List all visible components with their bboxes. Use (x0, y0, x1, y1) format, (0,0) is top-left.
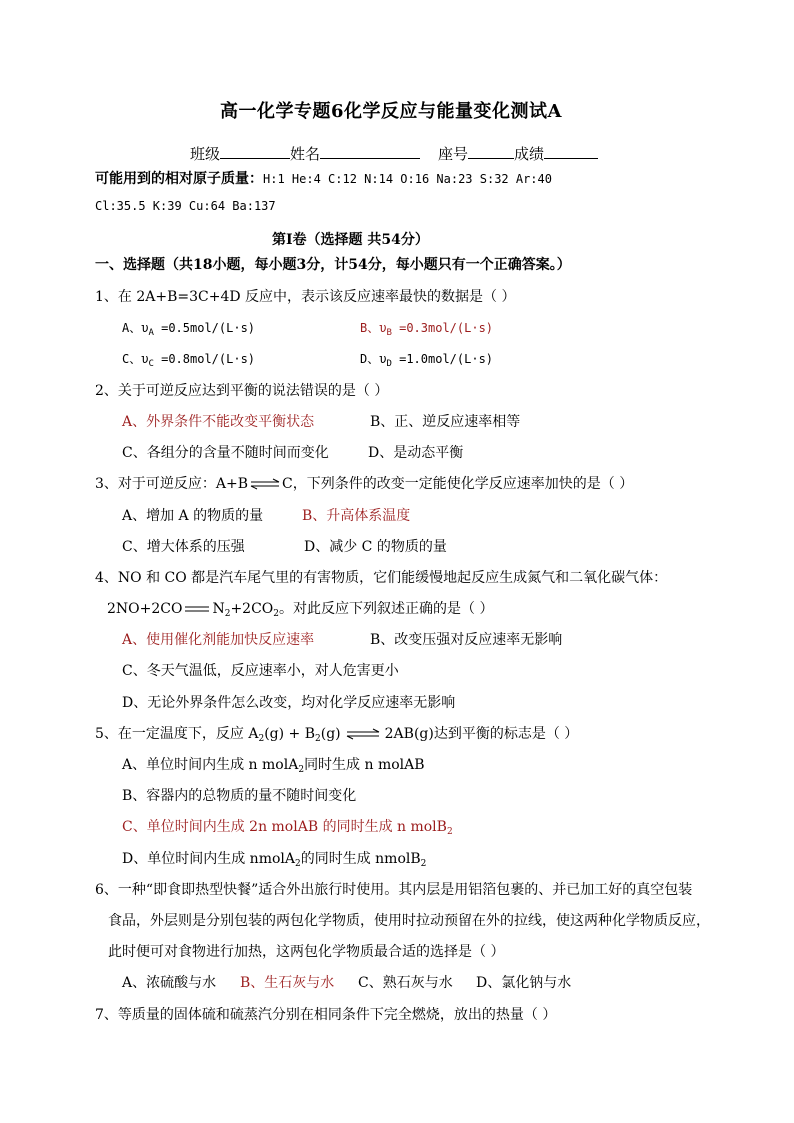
q4-option-b: B、改变压强对反应速率无影响 (370, 632, 563, 648)
volume-title: 第Ⅰ卷（选择题 共54分） (272, 232, 429, 248)
score-blank (544, 144, 598, 159)
q6-stem-line-3: 此时便可对食物进行加热，这两包化学物质最合适的选择是（ ） (108, 944, 505, 960)
q3-option-c: C、增大体系的压强 (122, 539, 245, 555)
q2-option-a: A、外界条件不能改变平衡状态 (122, 414, 315, 430)
name-label: 姓名 (290, 145, 321, 163)
q6-option-a: A、浓硫酸与水 (122, 975, 217, 991)
q1-option-c: C、$\upsilon_C =0.8mol/(L\cdot s)$ (122, 352, 256, 369)
atomic-mass-line-1 (95, 170, 552, 188)
name-blank (320, 144, 420, 159)
reversible-arrow-icon (250, 478, 280, 490)
q3-option-b: B、升高体系温度 (302, 508, 411, 524)
q3-option-a: A、增加 A 的物质的量 (122, 508, 264, 524)
q1-option-d: D、$\upsilon_D =1.0mol/(L\cdot s)$ (360, 352, 494, 369)
atomic-mass-label: 可能用到的相对原子质量： (95, 171, 263, 187)
atomic-mass-values-1: H:1 He:4 C:12 N:14 O:16 Na:23 S:32 Ar:40 (263, 172, 552, 186)
q4-option-c: C、冬天气温低，反应速率小，对人危害更小 (122, 663, 399, 679)
q6-option-b: B、生石灰与水 (240, 975, 335, 991)
atomic-mass-line-2: Cl:35.5 K:39 Cu:64 Ba:137 (95, 199, 276, 213)
q5-option-a: A、单位时间内生成 n molA$_2$同时生成 n molAB (122, 757, 425, 775)
q1-stem: 1、在 2A+B=3C+4D 反应中，表示该反应速率最快的数据是（ ） (95, 289, 516, 305)
q1-option-b: B、$\upsilon_B =0.3mol/(L\cdot s)$ (360, 321, 494, 338)
equals-sign-icon (184, 604, 210, 614)
student-info-line (190, 144, 598, 163)
q3-stem: 3、对于可逆反应：A+B C，下列条件的改变一定能使化学反应速率加快的是（ ） (95, 476, 634, 492)
q5-stem: 5、在一定温度下，反应 $A_2(g) + B_2(g)$ 2AB(g)达到平衡的标志是（ ） (95, 726, 579, 744)
q6-stem-line-2: 食品，外层则是分别包装的两包化学物质，使用时拉动预留在外的拉线，使这两种化学物质反应， (108, 913, 710, 929)
part-title: 一、选择题（共18小题，每小题3分，计54分，每小题只有一个正确答案。） (95, 257, 571, 273)
q4-option-a: A、使用催化剂能加快反应速率 (122, 632, 315, 648)
class-blank (220, 144, 290, 159)
q1-option-a: A、$\upsilon_A =0.5mol/(L\cdot s)$ (122, 321, 256, 338)
q3-option-d: D、减少 C 的物质的量 (304, 539, 447, 555)
seat-label: 座号 (438, 145, 469, 163)
q2-stem: 2、关于可逆反应达到平衡的说法错误的是（ ） (95, 383, 389, 399)
q5-option-b: B、容器内的总物质的量不随时间变化 (122, 788, 357, 804)
q2-option-c: C、各组分的含量不随时间而变化 (122, 445, 329, 461)
q4-stem: 4、NO 和 CO 都是汽车尾气里的有害物质，它们能缓慢地起反应生成氮气和二氧化碳气体： (95, 570, 668, 586)
seat-blank (468, 144, 514, 159)
q7-stem: 7、等质量的固体硫和硫蒸汽分别在相同条件下完全燃烧，放出的热量（ ） (95, 1007, 557, 1023)
class-label: 班级 (190, 145, 221, 163)
q6-stem-line-1: 6、一种“即食即热型快餐”适合外出旅行时使用。其内层是用铝箔包裹的、并已加工好的真空包装 (95, 882, 693, 898)
q4-equation: 2NO+2CO $N_2+2CO_2$。对此反应下列叙述正确的是（ ） (107, 601, 494, 619)
q2-option-d: D、是动态平衡 (368, 445, 464, 461)
q5-option-d: D、单位时间内生成 nmolA$_2$的同时生成 nmolB$_2$ (122, 851, 427, 869)
q2-option-b: B、正、逆反应速率相等 (370, 414, 521, 430)
q6-option-d: D、氯化钠与水 (476, 975, 572, 991)
q5-option-c: C、单位时间内生成 2n molAB 的同时生成 n molB$_2$ (122, 819, 453, 837)
reversible-arrow-icon (343, 728, 383, 740)
page-title: 高一化学专题6化学反应与能量变化测试A (220, 101, 562, 122)
score-label: 成绩 (514, 145, 545, 163)
q6-option-c: C、熟石灰与水 (358, 975, 453, 991)
q4-option-d: D、无论外界条件怎么改变，均对化学反应速率无影响 (122, 695, 456, 711)
